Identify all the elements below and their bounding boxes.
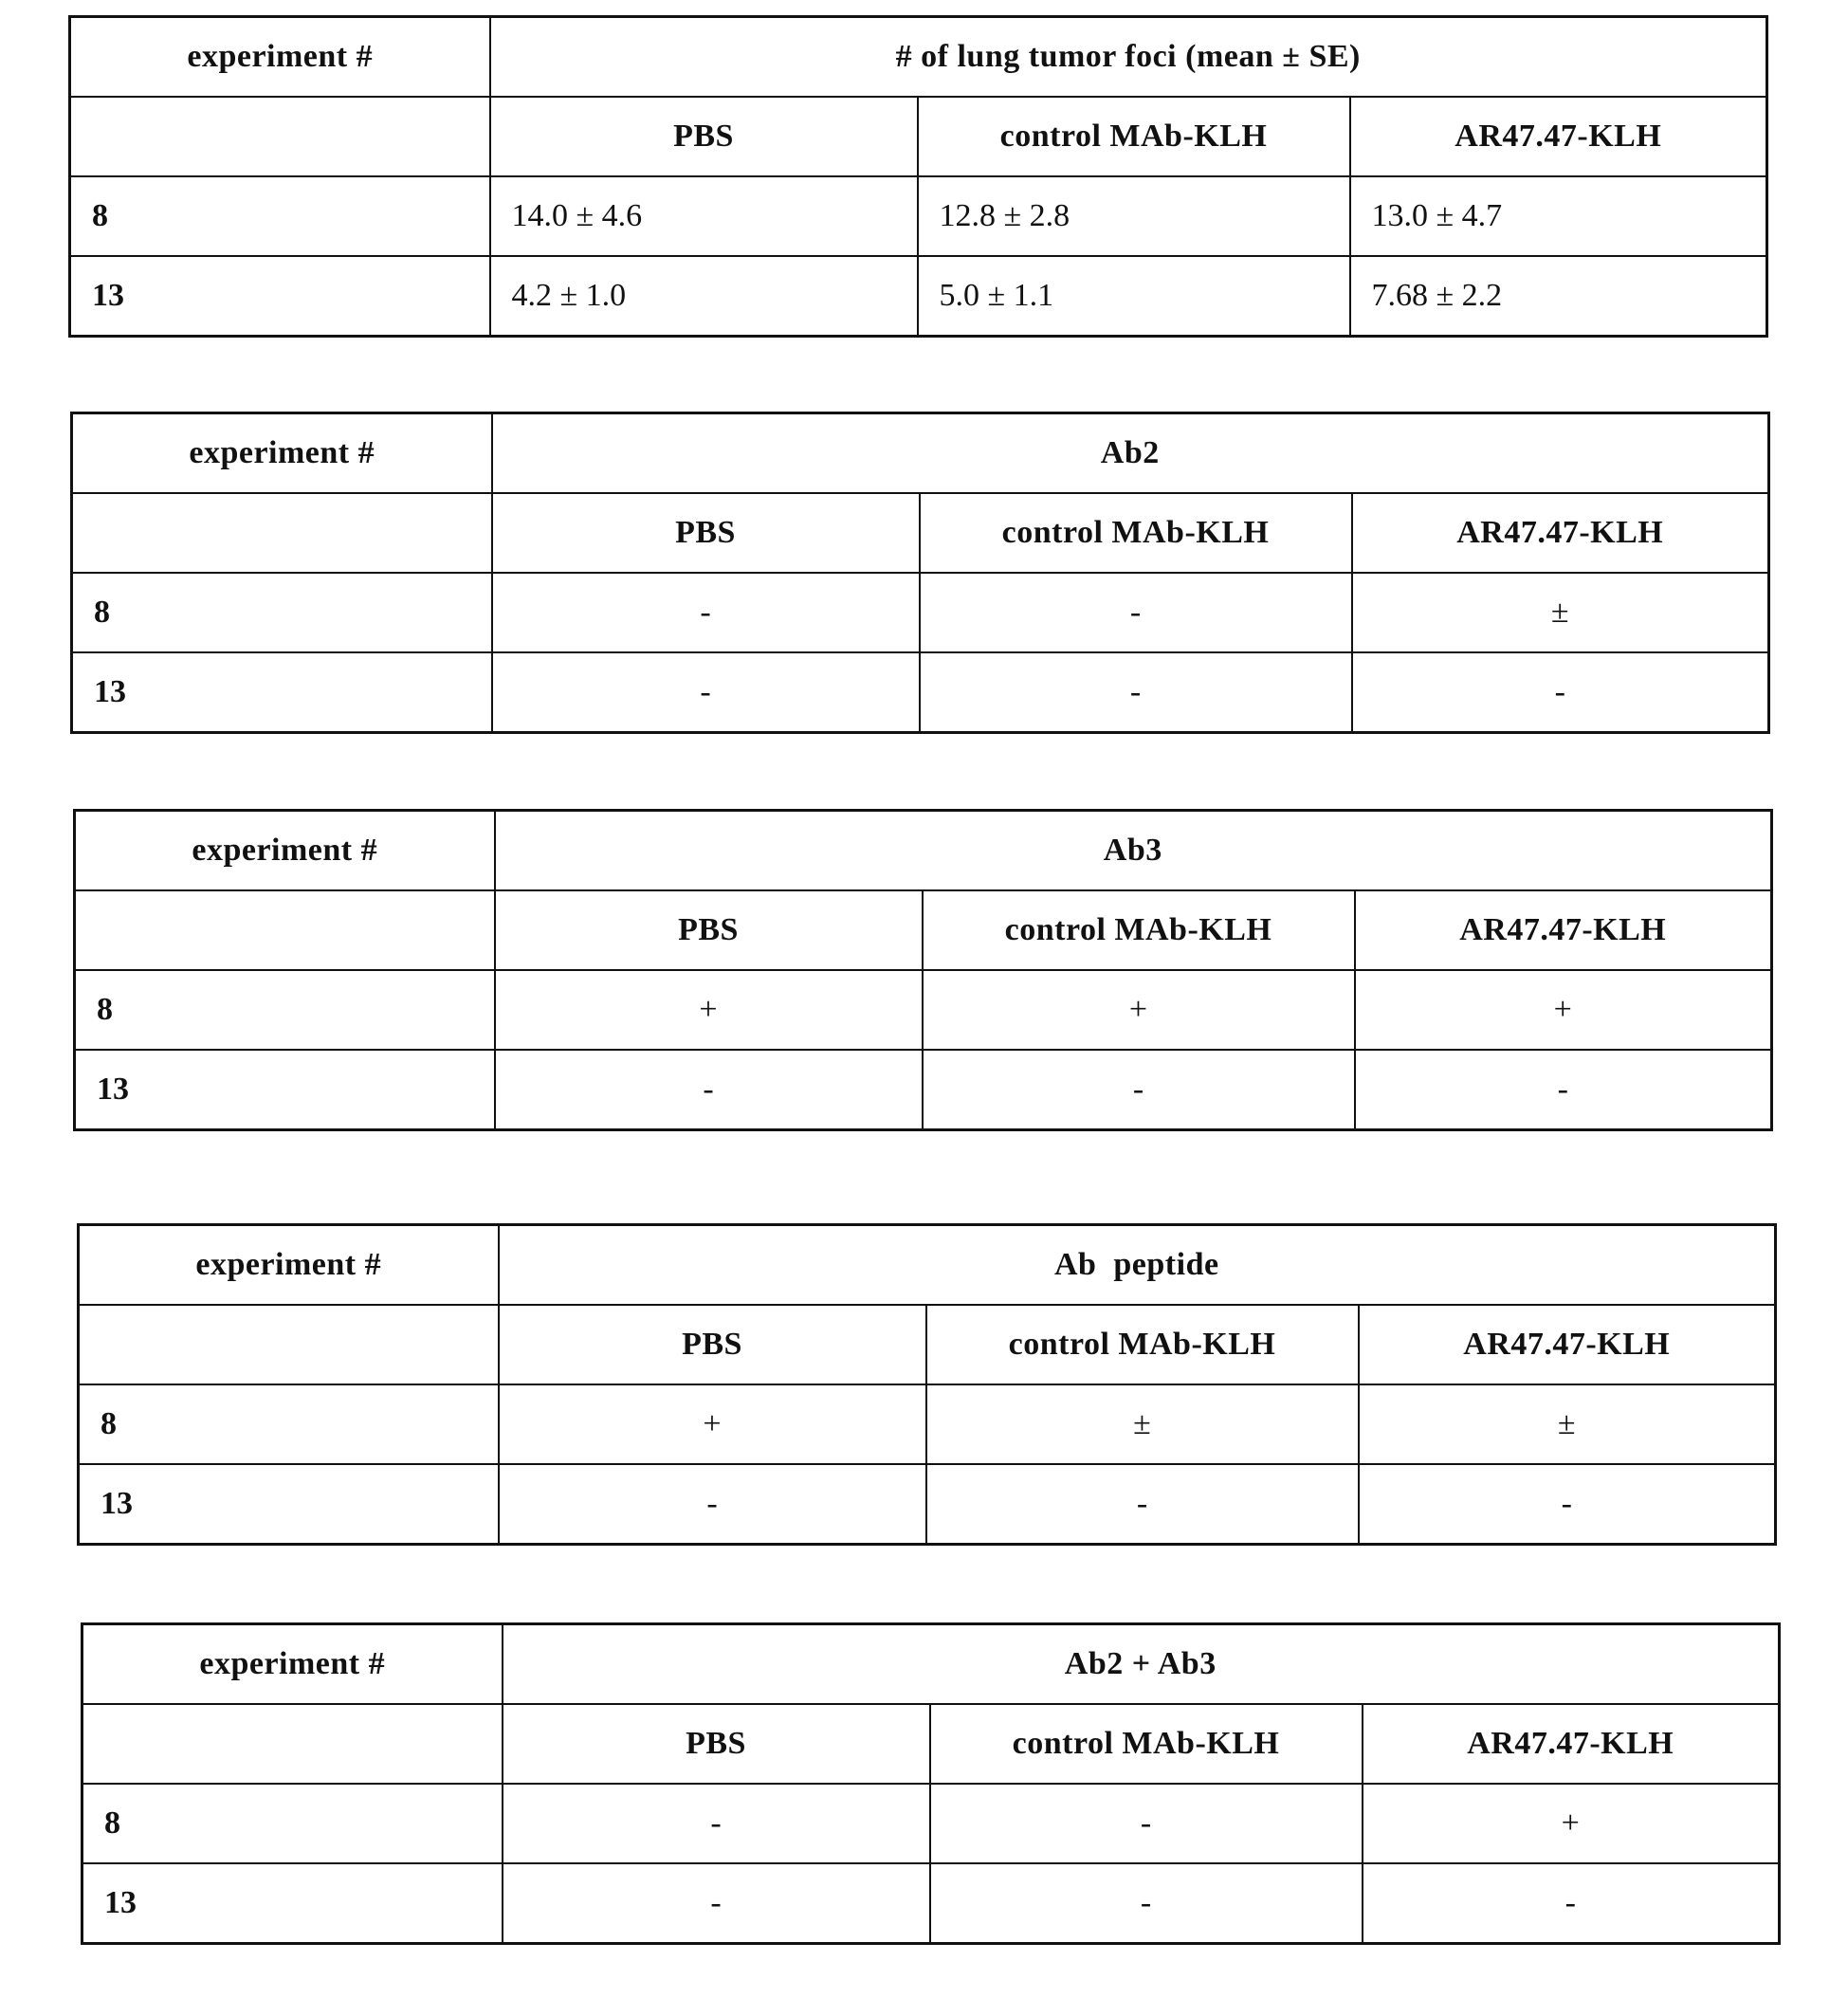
column-header: control MAb-KLH <box>918 97 1350 176</box>
table-title: Ab2 + Ab3 <box>503 1624 1780 1705</box>
experiment-number: 8 <box>82 1784 503 1863</box>
table-cell: ± <box>1359 1384 1776 1464</box>
table-row <box>70 176 1767 256</box>
table-cell: + <box>1355 970 1772 1050</box>
experiment-number: 13 <box>70 256 490 337</box>
experiment-number: 13 <box>79 1464 499 1545</box>
column-header: PBS <box>492 493 920 573</box>
table-title-row <box>72 413 1769 494</box>
table-cell: 4.2 ± 1.0 <box>490 256 918 337</box>
column-header: control MAb-KLH <box>920 493 1352 573</box>
table-cell: - <box>499 1464 926 1545</box>
column-header-row <box>70 97 1767 176</box>
table-cell: + <box>1363 1784 1780 1863</box>
table-title-row <box>70 17 1767 98</box>
table-row <box>79 1464 1776 1545</box>
column-header: control MAb-KLH <box>930 1704 1363 1784</box>
empty-header-cell <box>82 1704 503 1784</box>
table-title: Ab2 <box>492 413 1769 494</box>
table-cell: ± <box>1352 573 1769 652</box>
column-header-row <box>82 1704 1780 1784</box>
empty-header-cell <box>70 97 490 176</box>
table-cell: 5.0 ± 1.1 <box>918 256 1350 337</box>
table-cell: - <box>920 573 1352 652</box>
results-table-5 <box>81 1622 1781 1945</box>
column-header: AR47.47-KLH <box>1359 1305 1776 1384</box>
table-title-row <box>75 811 1772 891</box>
corner-label: experiment # <box>82 1624 503 1705</box>
table-cell: - <box>503 1863 930 1944</box>
corner-label: experiment # <box>72 413 492 494</box>
table-cell: + <box>495 970 923 1050</box>
corner-label: experiment # <box>70 17 490 98</box>
column-header: AR47.47-KLH <box>1350 97 1767 176</box>
table-cell: 14.0 ± 4.6 <box>490 176 918 256</box>
column-header-row <box>79 1305 1776 1384</box>
table-cell: - <box>1363 1863 1780 1944</box>
table-cell: - <box>923 1050 1355 1130</box>
results-table-4 <box>77 1223 1777 1546</box>
table-title: # of lung tumor foci (mean ± SE) <box>490 17 1767 98</box>
table-row <box>82 1784 1780 1863</box>
table-row <box>82 1863 1780 1944</box>
column-header-row <box>72 493 1769 573</box>
table-cell: - <box>1352 652 1769 733</box>
column-header: control MAb-KLH <box>923 890 1355 970</box>
table-cell: - <box>1355 1050 1772 1130</box>
table-row <box>75 1050 1772 1130</box>
table-title: Ab3 <box>495 811 1772 891</box>
empty-header-cell <box>79 1305 499 1384</box>
empty-header-cell <box>75 890 495 970</box>
table-row <box>79 1384 1776 1464</box>
results-table-2 <box>70 412 1770 734</box>
corner-label: experiment # <box>75 811 495 891</box>
table-row <box>72 573 1769 652</box>
table-cell: ± <box>926 1384 1359 1464</box>
table-cell: - <box>492 652 920 733</box>
table-cell: + <box>499 1384 926 1464</box>
column-header: PBS <box>499 1305 926 1384</box>
table-title: Ab peptide <box>499 1225 1776 1306</box>
experiment-number: 13 <box>82 1863 503 1944</box>
table-cell: - <box>920 652 1352 733</box>
column-header: AR47.47-KLH <box>1355 890 1772 970</box>
table-row <box>75 970 1772 1050</box>
column-header: PBS <box>490 97 918 176</box>
table-cell: - <box>1359 1464 1776 1545</box>
column-header: control MAb-KLH <box>926 1305 1359 1384</box>
column-header: PBS <box>503 1704 930 1784</box>
column-header: PBS <box>495 890 923 970</box>
table-cell: - <box>930 1784 1363 1863</box>
corner-label: experiment # <box>79 1225 499 1306</box>
table-row <box>70 256 1767 337</box>
experiment-number: 13 <box>75 1050 495 1130</box>
table-cell: - <box>495 1050 923 1130</box>
experiment-number: 8 <box>70 176 490 256</box>
experiment-number: 8 <box>72 573 492 652</box>
column-header: AR47.47-KLH <box>1352 493 1769 573</box>
experiment-number: 13 <box>72 652 492 733</box>
results-table-3 <box>73 809 1773 1131</box>
table-row <box>72 652 1769 733</box>
column-header-row <box>75 890 1772 970</box>
table-title-row <box>82 1624 1780 1705</box>
experiment-number: 8 <box>79 1384 499 1464</box>
table-cell: - <box>503 1784 930 1863</box>
table-cell: - <box>492 573 920 652</box>
table-title-row <box>79 1225 1776 1306</box>
table-cell: - <box>930 1863 1363 1944</box>
results-table-1 <box>68 15 1768 338</box>
table-cell: 7.68 ± 2.2 <box>1350 256 1767 337</box>
column-header: AR47.47-KLH <box>1363 1704 1780 1784</box>
empty-header-cell <box>72 493 492 573</box>
table-cell: 12.8 ± 2.8 <box>918 176 1350 256</box>
experiment-number: 8 <box>75 970 495 1050</box>
table-cell: + <box>923 970 1355 1050</box>
table-cell: - <box>926 1464 1359 1545</box>
table-cell: 13.0 ± 4.7 <box>1350 176 1767 256</box>
